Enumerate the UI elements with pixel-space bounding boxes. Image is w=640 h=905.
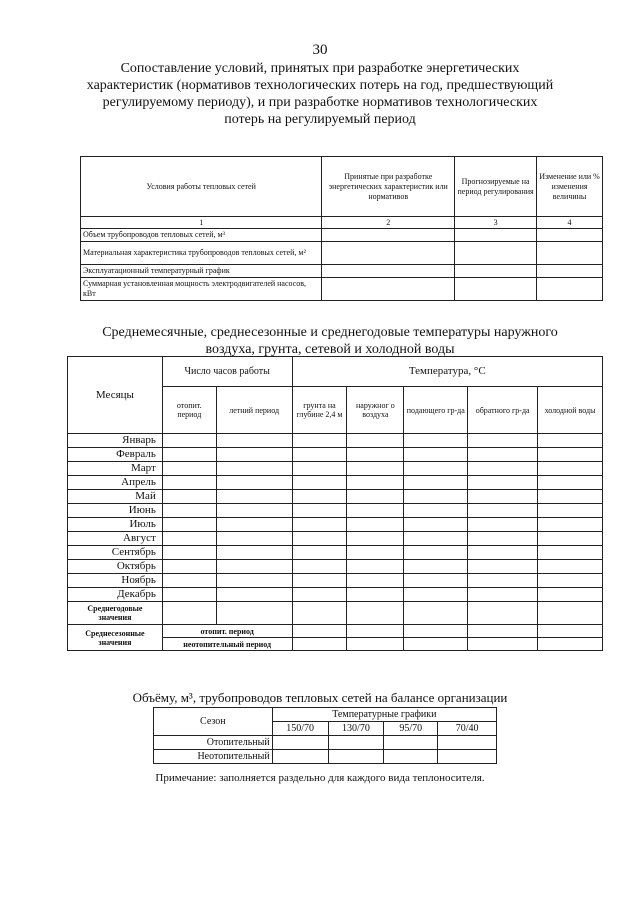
header-hours: Число часов работы [162, 357, 292, 387]
table-row [81, 229, 603, 242]
month-row [68, 532, 603, 546]
temperatures-table [67, 356, 603, 651]
month-row [68, 490, 603, 504]
seasonal-row [68, 625, 603, 638]
header-change: Изменение или % изменения величины [537, 157, 603, 217]
title-line: потерь на регулируемый период [224, 112, 416, 127]
subheader-outdoor-air: наружног о воздуха [347, 387, 404, 434]
empty-cell [455, 229, 537, 242]
subheader-summer: летний период [216, 387, 292, 434]
month-rows [68, 434, 603, 602]
header-temperature: Температура, °С [292, 357, 602, 387]
empty-cell [537, 229, 603, 242]
season-label: Неотопительный [154, 750, 273, 764]
annual-label: Среднегодовые значения [68, 602, 163, 625]
title-line: регулируемому периоду), и при разработке нормативов технологических [102, 95, 538, 110]
seasonal-label: Среднесезонные значения [68, 625, 163, 651]
empty-cell [537, 278, 603, 301]
graph-header: 150/70 [272, 722, 328, 736]
month-label: Декабрь [68, 588, 163, 602]
seasonal-nonheating: неотопительный период [162, 638, 292, 651]
header-season: Сезон [154, 708, 273, 736]
month-label: Август [68, 532, 163, 546]
row-label: Эксплуатационный температурный график [81, 265, 322, 278]
note: Примечание: заполняется раздельно для каждого вида теплоносителя. [155, 772, 485, 784]
volume-heading: Объёму, м³, трубопроводов тепловых сетей на балансе организации [132, 690, 508, 705]
subheader-heating: отопит. период [162, 387, 216, 434]
column-number: 3 [455, 217, 537, 229]
empty-cell [322, 278, 455, 301]
empty-cell [537, 242, 603, 265]
month-label: Июль [68, 518, 163, 532]
empty-cell [322, 229, 455, 242]
conditions-table [80, 156, 603, 301]
heading-line: воздуха, грунта, сетевой и холодной воды [205, 342, 455, 357]
column-number: 1 [81, 217, 322, 229]
month-label: Ноябрь [68, 574, 163, 588]
month-row [68, 518, 603, 532]
column-number: 2 [322, 217, 455, 229]
month-row [68, 546, 603, 560]
month-row [68, 462, 603, 476]
month-row [68, 434, 603, 448]
page-number: 30 [312, 42, 328, 58]
document-title [80, 60, 560, 128]
header-accepted: Принятые при разработке энергетических характеристик или нормативов [322, 157, 455, 217]
graph-header: 95/70 [384, 722, 438, 736]
table-row [81, 242, 603, 265]
season-label: Отопительный [154, 736, 273, 750]
column-number: 4 [537, 217, 603, 229]
table-row [154, 750, 497, 764]
month-row [68, 574, 603, 588]
subheader-ground: грунта на глубине 2,4 м [292, 387, 347, 434]
month-label: Февраль [68, 448, 163, 462]
graph-header: 70/40 [438, 722, 497, 736]
empty-cell [322, 265, 455, 278]
row-label: Объем трубопроводов тепловых сетей, м³ [81, 229, 322, 242]
row-label: Материальная характеристика трубопроводов тепловых сетей, м² [81, 242, 322, 265]
header-forecast: Прогнозируемые на период регулирования [455, 157, 537, 217]
month-row [68, 560, 603, 574]
subheader-cold-water: холодной воды [538, 387, 603, 434]
empty-cell [537, 265, 603, 278]
empty-cell [455, 242, 537, 265]
table-row [81, 278, 603, 301]
month-row [68, 448, 603, 462]
annual-row [68, 602, 603, 625]
month-label: Октябрь [68, 560, 163, 574]
empty-cell [455, 265, 537, 278]
month-label: Март [68, 462, 163, 476]
volume-table [153, 707, 497, 764]
title-line: характеристик (нормативов технологических потерь на год, предшествующий [86, 78, 554, 93]
table-row [81, 265, 603, 278]
month-label: Январь [68, 434, 163, 448]
temperatures-heading [60, 324, 600, 358]
month-row [68, 588, 603, 602]
month-row [68, 476, 603, 490]
graph-header: 130/70 [328, 722, 384, 736]
subheader-return: обратного гр-да [468, 387, 538, 434]
title-line: Сопоставление условий, принятых при разработке энергетических [120, 61, 520, 76]
empty-cell [322, 242, 455, 265]
seasonal-heating: отопит. период [162, 625, 292, 638]
month-label: Июнь [68, 504, 163, 518]
header-conditions: Условия работы тепловых сетей [81, 157, 322, 217]
header-graphs: Температурные графики [272, 708, 496, 722]
table-row [154, 736, 497, 750]
month-row [68, 504, 603, 518]
subheader-supply: подающего гр-да [404, 387, 468, 434]
month-label: Апрель [68, 476, 163, 490]
month-label: Май [68, 490, 163, 504]
month-label: Сентябрь [68, 546, 163, 560]
header-months: Месяцы [68, 357, 163, 434]
heading-line: Среднемесячные, среднесезонные и среднегодовые температуры наружного [102, 325, 558, 340]
empty-cell [455, 278, 537, 301]
row-label: Суммарная установленная мощность электродвигателей насосов, кВт [81, 278, 322, 301]
